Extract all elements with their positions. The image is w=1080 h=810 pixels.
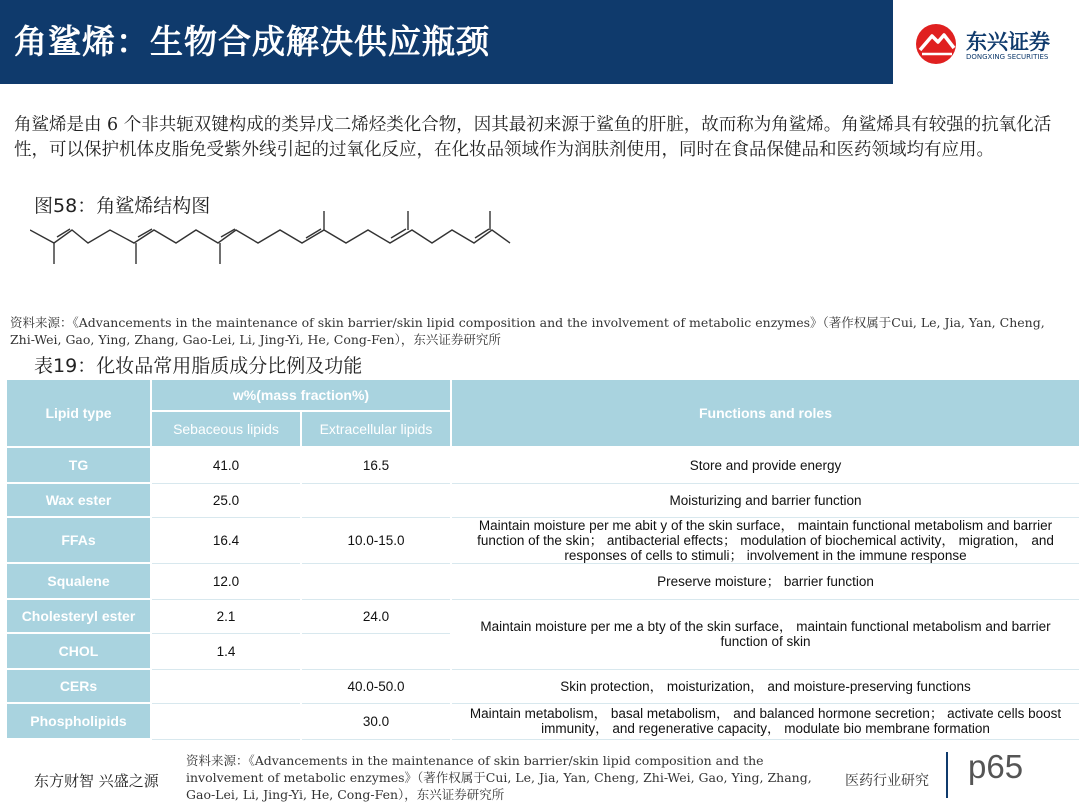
squalene-structure-diagram — [30, 207, 520, 269]
row-extracellular — [301, 563, 451, 599]
footer-slogan: 东方财智 兴盛之源 — [34, 772, 159, 790]
figure-source-note: 资料来源：《Advancements in the maintenance of skin barrier/skin lipid composition and the involvement of metabolic enzymes》（著作权属于Cui, Le, Jia, Yan, Cheng, Zhi-Wei, Gao, Ying, Zhang, Gao-Lei, Li, Jing-Yi, He, Cong-Fen），东兴证券研究所 — [10, 315, 1045, 347]
header-mass-fraction: w%(mass fraction%) — [151, 379, 451, 411]
table-caption-prefix: 表 — [34, 355, 54, 377]
figure-caption-number: 58 — [53, 195, 78, 217]
header — [0, 0, 1080, 84]
title-bar — [0, 0, 893, 84]
row-function: Maintain moisture per me abit y of the skin surface， maintain functional metabolism and barrier function of the skin； antibacterial effects； modulation of biochemical activity， migration， and responses of cells to stimuli； involvement in the immune response — [451, 517, 1080, 563]
row-name: CHOL — [6, 633, 151, 669]
row-function: Maintain moisture per me a bty of the skin surface， maintain functional metabolism and barrier function of skin — [451, 599, 1080, 669]
row-sebaceous: 12.0 — [151, 563, 301, 599]
intro-paragraph: 角鲨烯是由 6 个非共轭双键构成的类异戊二烯烃类化合物，因其最初来源于鲨鱼的肝脏，故而称为角鲨烯。角鲨烯具有较强的抗氧化活性，可以保护机体皮脂免受紫外线引起的过氧化反应，在化妆品领域作为润肤剂使用，同时在食品保健品和医药领域均有应用。 — [14, 115, 1052, 160]
row-sebaceous — [151, 669, 301, 703]
row-extracellular: 30.0 — [301, 703, 451, 739]
row-name: Phospholipids — [6, 703, 151, 739]
table-caption-text: ：化妆品常用脂质成分比例及功能 — [77, 355, 363, 377]
row-sebaceous: 41.0 — [151, 447, 301, 483]
page-title: 角鲨烯：生物合成解决供应瓶颈 — [14, 22, 490, 61]
header-extracellular: Extracellular lipids — [301, 411, 451, 447]
table-row — [6, 517, 1080, 563]
logo-mark-icon — [914, 22, 962, 66]
row-sebaceous: 16.4 — [151, 517, 301, 563]
footer-source-note: 资料来源：《Advancements in the maintenance of skin barrier/skin lipid composition and the involvement of metabolic enzymes》（著作权属于Cui, Le, Jia, Yan, Cheng, Zhi-Wei, Gao, Ying, Zhang, Gao-Lei, Li, Jing-Yi, He, Cong-Fen），东兴证券研究所 — [186, 753, 812, 802]
header-lipid-type: Lipid type — [6, 379, 151, 447]
row-function: Skin protection， moisturization， and moisture-preserving functions — [451, 669, 1080, 703]
row-function: Preserve moisture； barrier function — [451, 563, 1080, 599]
row-function: Store and provide energy — [451, 447, 1080, 483]
row-sebaceous: 1.4 — [151, 633, 301, 669]
figure-caption-prefix: 图 — [34, 195, 54, 217]
row-extracellular: 40.0-50.0 — [301, 669, 451, 703]
table-row — [6, 447, 1080, 483]
page-number: p65 — [968, 748, 1024, 785]
logo-subtext: DONGXING SECURITIES — [966, 53, 1049, 61]
table-header-row — [6, 379, 1080, 411]
lipid-composition-table — [5, 378, 1080, 740]
row-name: Wax ester — [6, 483, 151, 517]
header-functions: Functions and roles — [451, 379, 1080, 447]
table-row — [6, 483, 1080, 517]
company-logo — [914, 22, 1064, 66]
logo-text: 东兴证券 — [966, 30, 1050, 54]
row-extracellular — [301, 633, 451, 669]
row-name: CERs — [6, 669, 151, 703]
table-row — [6, 669, 1080, 703]
table-caption — [34, 351, 362, 378]
row-sebaceous: 25.0 — [151, 483, 301, 517]
row-function: Moisturizing and barrier function — [451, 483, 1080, 517]
row-name: TG — [6, 447, 151, 483]
row-extracellular: 10.0-15.0 — [301, 517, 451, 563]
table-caption-number: 19 — [53, 355, 78, 377]
row-function: Maintain metabolism， basal metabolism， and balanced hormone secretion； activate cells boost immunity， and regenerative capacity， modulate bio membrane formation — [451, 703, 1080, 739]
table-row — [6, 599, 1080, 633]
row-sebaceous: 2.1 — [151, 599, 301, 633]
header-sebaceous: Sebaceous lipids — [151, 411, 301, 447]
row-name: Cholesteryl ester — [6, 599, 151, 633]
row-extracellular — [301, 483, 451, 517]
figure-caption-text: ：角鲨烯结构图 — [77, 195, 211, 217]
row-extracellular: 16.5 — [301, 447, 451, 483]
row-extracellular: 24.0 — [301, 599, 451, 633]
footer-divider — [946, 752, 948, 798]
row-name: Squalene — [6, 563, 151, 599]
table-row — [6, 703, 1080, 739]
squalene-skeleton — [30, 211, 510, 264]
table-row — [6, 563, 1080, 599]
row-sebaceous — [151, 703, 301, 739]
row-name: FFAs — [6, 517, 151, 563]
footer-section-label: 医药行业研究 — [845, 773, 929, 789]
